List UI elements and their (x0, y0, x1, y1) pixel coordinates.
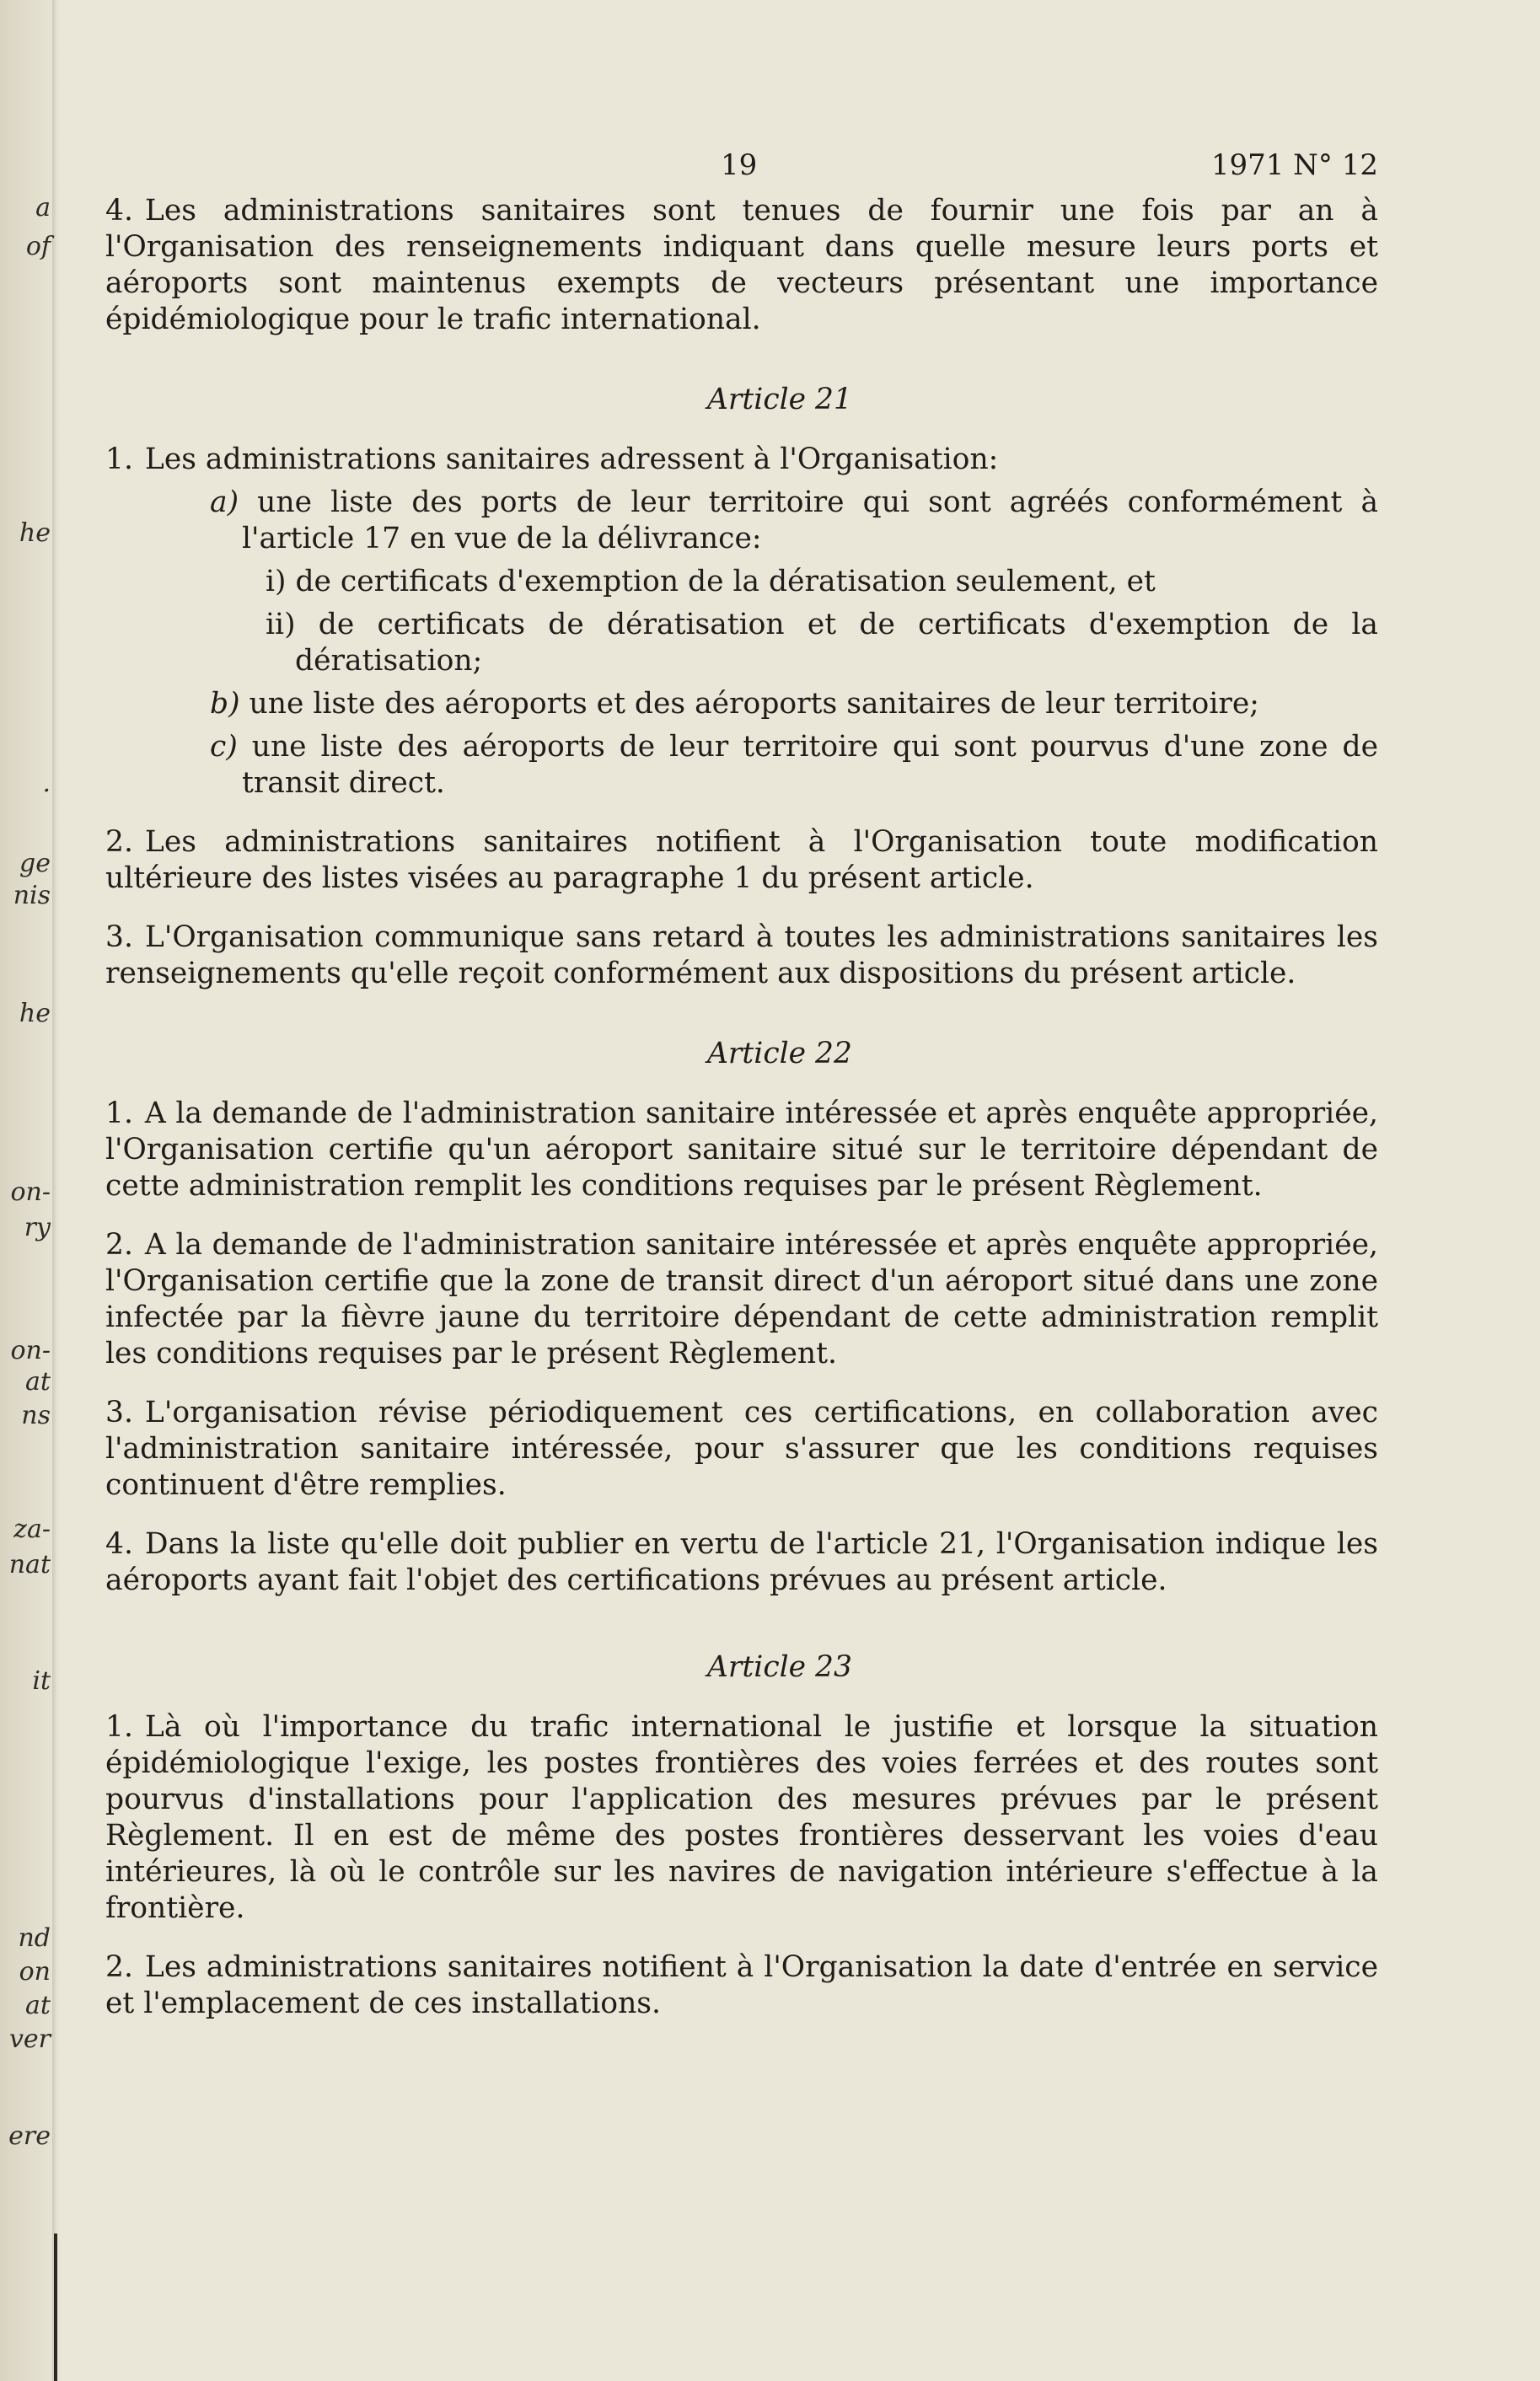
margin-fragment: za- (13, 1515, 51, 1544)
page-number: 19 (721, 148, 758, 182)
paragraph-number: 2. (105, 825, 133, 859)
gutter-shadow (52, 0, 57, 2381)
article-21-paragraph-3 (105, 920, 1378, 992)
margin-fragment: a (35, 193, 51, 223)
article-22-paragraph-2 (105, 1227, 1378, 1372)
list-item-b (105, 686, 1378, 722)
paragraph-number: 4. (105, 194, 133, 228)
margin-fragment: on- (10, 1336, 51, 1365)
spine-edge (54, 2234, 57, 2381)
paragraph-number: 3. (105, 920, 133, 954)
paragraph-text: L'organisation révise périodiquement ces certifications, en collaboration avec l'administration sanitaire intéressée, pour s'assurer que les conditions requises continuent d'être remplies. (105, 1396, 1378, 1502)
article-23-paragraph-2 (105, 1949, 1378, 2022)
paragraph-number: 4. (105, 1527, 133, 1561)
paragraph-number: 3. (105, 1396, 133, 1429)
margin-fragment: it (32, 1666, 51, 1696)
item-text: une liste des ports de leur territoire qui sont agréés conformément à l'article 17 en vue de la délivrance: (242, 485, 1379, 555)
page-header (105, 139, 1378, 190)
list-subitem-i (105, 564, 1378, 600)
article-22-paragraph-3 (105, 1395, 1378, 1504)
paragraph-number: 1. (105, 1097, 133, 1130)
paragraph-number: 1. (105, 1710, 133, 1744)
article-23-paragraph-1 (105, 1709, 1378, 1927)
item-text: une liste des aéroports et des aéroports sanitaires de leur territoire; (249, 687, 1259, 721)
series-reference: 1971 N° 12 (1210, 148, 1378, 182)
margin-fragment: on- (10, 1177, 51, 1207)
item-label: ii) (266, 608, 296, 641)
item-text: de certificats d'exemption de la dératisation seulement, et (295, 565, 1156, 598)
margin-fragment: nis (13, 881, 51, 910)
margin-fragment: he (19, 999, 51, 1028)
item-label: c) (210, 730, 238, 764)
margin-fragment: of (25, 232, 51, 261)
paragraph-number: 2. (105, 1950, 133, 1984)
margin-fragment: ver (8, 2024, 51, 2054)
list-item-a (105, 485, 1378, 557)
paragraph-number: 1. (105, 442, 133, 476)
item-text: de certificats de dératisation et de certificats d'exemption de la dératisation; (295, 608, 1379, 678)
article-22-paragraph-1 (105, 1096, 1378, 1204)
paragraph-text: A la demande de l'administration sanitaire intéressée et après enquête appropriée, l'Organisation certifie qu'un aéroport sanitaire situé sur le territoire dépendant de cette administration remplit les conditions requises par le présent Règlement. (105, 1097, 1378, 1203)
article-21-paragraph-2 (105, 824, 1378, 897)
margin-fragment: ns (21, 1401, 51, 1430)
paragraph-text: A la demande de l'administration sanitaire intéressée et après enquête appropriée, l'Organisation certifie que la zone de transit direct d'un aéroport situé dans une zone infectée par la fièvre jaune du territoire dépendant de cette administration remplit les conditions requises par le présent Règlement. (105, 1228, 1378, 1370)
margin-fragment: he (19, 518, 51, 548)
paragraph-text: Là où l'importance du trafic international le justifie et lorsque la situation épidémiologique l'exige, les postes frontières des voies ferrées et des routes sont pourvus d'installations pour l'application des mesures prévues par le présent Règlement. Il en est de même des postes frontières desservant les voies d'eau intérieures, là où le contrôle sur les navires de navigation intérieure s'effectue à la frontière. (105, 1710, 1378, 1925)
margin-fragment: ere (8, 2121, 51, 2151)
paragraph-text: Les administrations sanitaires notifient à l'Organisation toute modification ultérieure des listes visées au paragraphe 1 du présent article. (105, 825, 1378, 895)
margin-fragment: nat (8, 1550, 51, 1579)
margin-fragment: ge (19, 849, 51, 878)
paragraph-text: Les administrations sanitaires notifient à l'Organisation la date d'entrée en service et l'emplacement de ces installations. (105, 1950, 1378, 2020)
article-22-title: Article 22 (707, 1037, 852, 1070)
margin-fragment: nd (18, 1923, 51, 1953)
margin-fragment: on (19, 1957, 51, 1987)
paragraph-text: Les administrations sanitaires sont tenues de fournir une fois par an à l'Organisation des renseignements indiquant dans quelle mesure leurs ports et aéroports sont maintenus exempts de vecteurs présentant une importance épidémiologique pour le trafic international. (105, 194, 1378, 336)
paragraph-text: L'Organisation communique sans retard à toutes les administrations sanitaires les renseignements qu'elle reçoit conformément aux dispositions du présent article. (105, 920, 1378, 990)
margin-fragment: . (42, 769, 51, 798)
item-label: i) (266, 565, 287, 598)
paragraph-text: Dans la liste qu'elle doit publier en vertu de l'article 21, l'Organisation indique les aéroports ayant fait l'objet des certifications prévues au présent article. (105, 1527, 1378, 1597)
article-21-title: Article 21 (707, 383, 852, 416)
margin-fragment: at (25, 1367, 51, 1397)
paragraph-text: Les administrations sanitaires adressent à l'Organisation: (144, 442, 999, 476)
page-body (105, 139, 1378, 2022)
list-item-c (105, 729, 1378, 802)
item-label: b) (210, 687, 240, 721)
paragraph-4 (105, 193, 1378, 338)
item-text: une liste des aéroports de leur territoire qui sont pourvus d'une zone de transit direct. (242, 730, 1379, 800)
article-22-paragraph-4 (105, 1526, 1378, 1599)
margin-fragment: at (25, 1991, 51, 2020)
paragraph-number: 2. (105, 1228, 133, 1262)
margin-fragment: ry (24, 1213, 51, 1242)
item-label: a) (210, 485, 239, 519)
article-21-paragraph-1 (105, 442, 1378, 478)
article-23-title: Article 23 (707, 1650, 852, 1684)
list-subitem-ii (105, 607, 1378, 679)
